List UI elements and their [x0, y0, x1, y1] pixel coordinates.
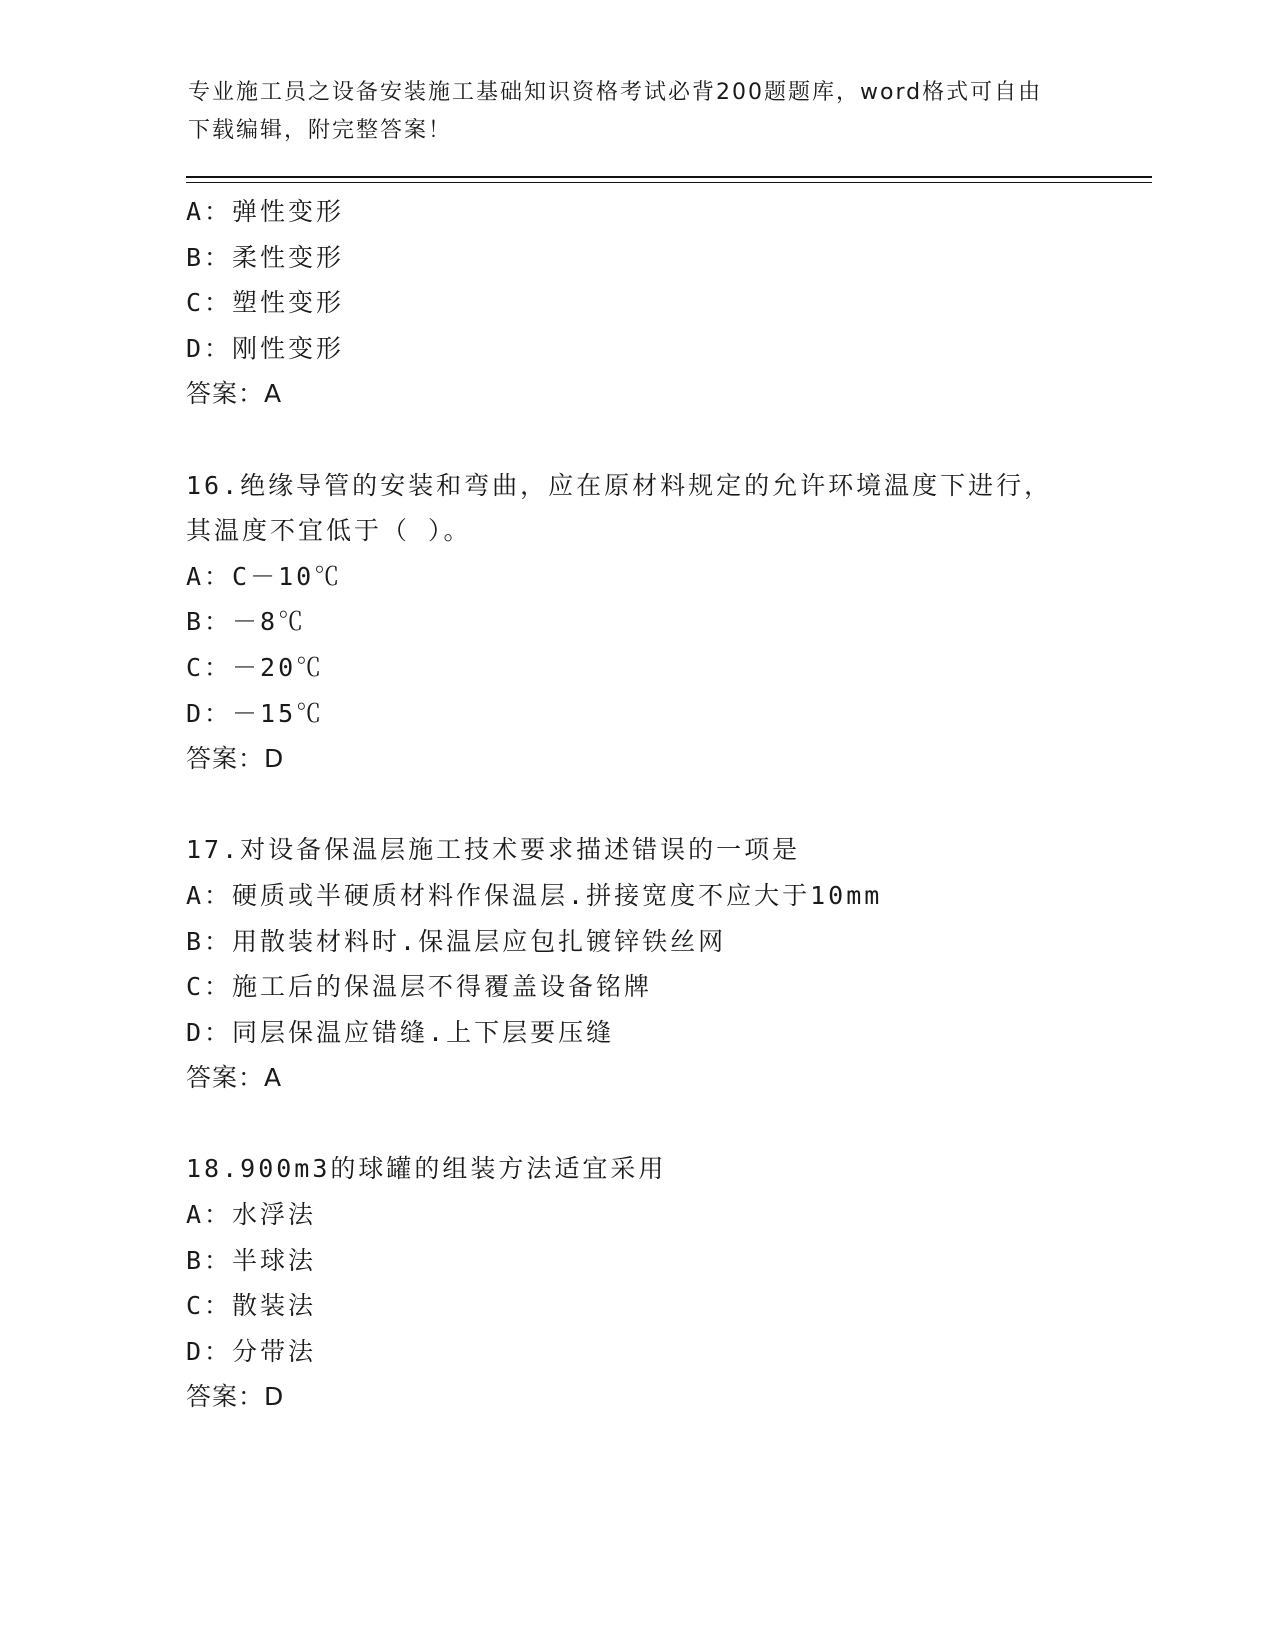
option-c: C：施工后的保温层不得覆盖设备铭牌	[186, 972, 653, 1002]
answer: 答案：D	[186, 744, 285, 774]
question-stem: 16.绝缘导管的安装和弯曲，应在原材料规定的允许环境温度下进行，	[186, 470, 1053, 500]
answer: 答案：A	[186, 379, 283, 409]
spacer	[186, 417, 1152, 463]
answer: 答案：A	[186, 1063, 283, 1093]
option-b: B：柔性变形	[186, 242, 345, 272]
answer: 答案：D	[186, 1382, 285, 1412]
option-a: A：水浮法	[186, 1200, 317, 1230]
question-18	[186, 1146, 1152, 1420]
option-d: D：同层保温应错缝.上下层要压缝	[186, 1017, 615, 1047]
question-stem: 17.对设备保温层施工技术要求描述错误的一项是	[186, 835, 801, 865]
header-line-2: 下载编辑，附完整答案！	[188, 118, 453, 143]
option-c: C：塑性变形	[186, 288, 345, 318]
option-b: B：－8℃	[186, 607, 307, 637]
header-divider-thick	[186, 176, 1152, 178]
option-d: D：－15℃	[186, 698, 325, 728]
option-a: A：硬质或半硬质材料作保温层.拼接宽度不应大于10mm	[186, 880, 883, 910]
question-17	[186, 827, 1152, 1101]
spacer	[186, 782, 1152, 828]
option-d: D：分带法	[186, 1336, 317, 1366]
question-stem-continued: 其温度不宜低于（ ）。	[186, 516, 472, 546]
question-15	[186, 189, 1152, 417]
document-header	[188, 74, 1088, 150]
option-c: C：散装法	[186, 1291, 317, 1321]
option-d: D：刚性变形	[186, 333, 345, 363]
spacer	[186, 1101, 1152, 1147]
option-a: A：弹性变形	[186, 197, 345, 226]
option-c: C：－20℃	[186, 652, 325, 682]
question-stem: 18.900m3的球罐的组装方法适宜采用	[186, 1154, 667, 1184]
header-divider-thin	[186, 182, 1152, 183]
option-b: B：半球法	[186, 1245, 317, 1275]
question-list	[186, 189, 1152, 1420]
option-a: A：C－10℃	[186, 561, 343, 591]
option-b: B：用散装材料时.保温层应包扎镀锌铁丝网	[186, 926, 727, 956]
header-line-1: 专业施工员之设备安装施工基础知识资格考试必背200题题库，word格式可自由	[188, 80, 1043, 105]
question-16	[186, 463, 1152, 782]
